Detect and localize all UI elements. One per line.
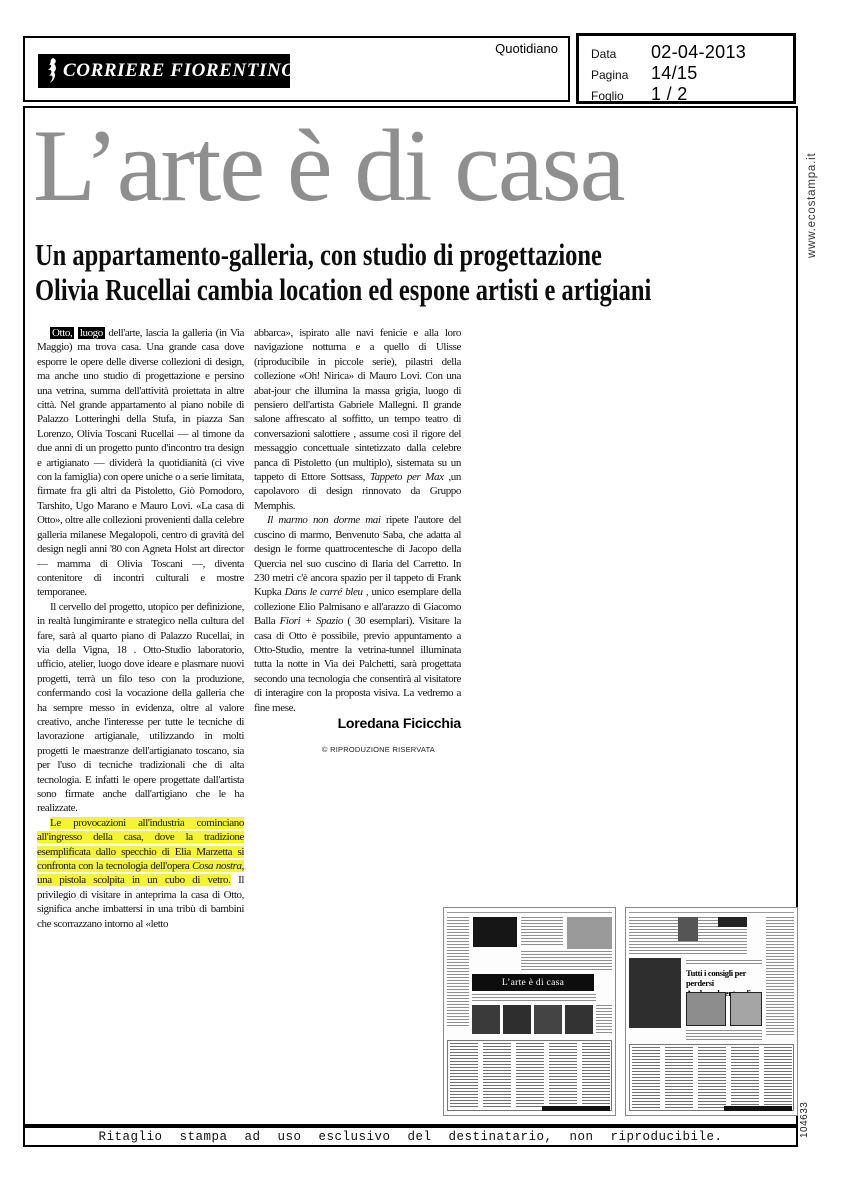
pagina-label: Pagina	[591, 68, 629, 82]
logo-figure-icon	[44, 57, 60, 85]
thumbnail-classifieds	[447, 1040, 612, 1111]
thumbnail-photo	[678, 917, 698, 941]
foglio-label: Foglio	[591, 89, 624, 103]
logo-title: CORRIERE FIORENTINO	[63, 60, 296, 81]
pagina-value: 14/15	[651, 63, 698, 83]
thumbnail-headline: L’arte è di casa	[472, 974, 594, 991]
page-thumbnails	[443, 907, 799, 1118]
article-subtitle-line-2: Olivia Rucellai cambia location ed espone artisti e artigiani	[35, 271, 652, 307]
thumbnail-text-placeholder	[450, 1043, 478, 1109]
thumbnail-text-placeholder	[764, 1047, 792, 1109]
paragraph: Otto, luogo dell'arte, lascia la galleria (in Via Maggio) ma trova casa. Una grande casa dove esporre le opere delle diverse collezioni di design, ma anche uno studio di progettazione e persino una vetrina, summa dell'attività proiettata in altre città. Nel grande appartamento al piano nobile di Palazzo Lotteringhi della Stufa, in piazza San Lorenzo, Olivia Toscani Rucellai — al timone da due anni di un progetto punto d'incontro tra design e artigianato — dividerà la quotidianità (ci vive con la famiglia) con opere uniche o a serie limitata, firmate fra gli altri da Pistoletto, Giò Pomodoro, Tarshito, Ugo Marano e Mauro Lovi. «La casa di Otto», oltre alle collezioni provenienti dalla celebre galleria milanese Megalopoli, centro di gravità del design negli anni '80 con Agneta Holst art director — mamma di Olivia Toscani —, diventa contenitore di incontri culturali e mostre temporanee.	[37, 327, 244, 599]
publication-type-label: Quotidiano	[495, 41, 558, 56]
info-row-pagina	[591, 63, 783, 84]
thumbnail-text-placeholder	[521, 917, 563, 947]
thumbnail-photo	[730, 992, 762, 1026]
thumbnail-text-placeholder	[549, 1043, 577, 1109]
thumbnail-footer-bar	[724, 1106, 792, 1111]
thumbnail-text-placeholder	[521, 951, 612, 971]
thumbnail-footer-bar	[542, 1106, 610, 1111]
thumbnail-photo	[473, 917, 517, 947]
thumbnail-classifieds	[629, 1044, 794, 1111]
footer-disclaimer: Ritaglio stampa ad uso esclusivo del destinatario, non riproducibile.	[23, 1126, 798, 1147]
article-headline: L’arte è di casa	[33, 109, 624, 223]
thumbnail-headline-line-1: Tutti i consigli per perdersi	[686, 968, 746, 988]
paragraph: Il cervello del progetto, utopico per definizione, in realtà lungimirante e strategico nella cultura del fare, sarà al quarto piano di Palazzo Rucellai, in via della Vigna, 18 . Otto-Studio laboratorio, ufficio, atelier, luogo dove ideare e plasmare nuovi progetti, terrà un filo teso con la produzione, confermando così la vocazione della galleria che ha sempre messo in evidenza, oltre al valore creativo, anche l'interesse per tutte le tecniche di lavorazione artigianale, utilizzando in molti progetti le maestranze dell'artigianato toscano, sia per l'uso di tecniche tradizionali che di alta tecnologia. E infatti le opere progettate dall'artista sono firmate anche dall'artigiano che le ha realizzate.	[37, 600, 244, 815]
thumbnail-photo	[472, 1005, 500, 1034]
thumbnail-text-placeholder	[632, 1047, 660, 1109]
paragraph: Il marmo non dorme mai ripete l'autore del cuscino di marmo, Benvenuto Saba, che adatta al design le forme quattrocentesche di Jacopo della Quercia nel suo cuscino di Ilaria del Carretto. In 230 metri c'è ancora spazio per il tappeto di Frank Kupka Dans le carré bleu , unico esemplare della collezione Elio Palmisano e all'arazzo di Giacomo Balla Fiori + Spazio ( 30 esemplari). Visitare la casa di Otto è possibile, previo appuntamento a Otto-Studio, mentre la vetrina-tunnel illuminata tutta la notte in Via dei Palchetti, sarà progettata secondo una tecnologia che consentirà al visitatore di interagire con la proposta visiva. La vedremo a fine mese.	[254, 514, 461, 714]
thumbnail-text-placeholder	[766, 917, 794, 1037]
thumbnail-text-placeholder	[665, 1047, 693, 1109]
paragraph: Le provocazioni all'industria cominciano all'ingresso della casa, dove la tradizione esemplificata dallo specchio di Elia Marzetta si confronta con la tecnologia dell'opera Cosa nostra, una pistola scolpita in un cubo di vetro. Il privilegio di visitare in anteprima la casa di Otto, significa anche imbattersi in una tribù di bambini che scorrazzano intorno al «letto	[37, 816, 244, 930]
thumbnail-photo	[534, 1005, 562, 1034]
thumbnail-page-left	[443, 907, 616, 1116]
thumbnail-text-placeholder	[596, 1005, 612, 1034]
thumbnail-photo	[629, 958, 681, 1028]
thumbnail-text-placeholder	[686, 960, 762, 964]
thumbnail-subtitle-placeholder	[472, 994, 596, 1001]
thumbnail-photo	[686, 992, 726, 1026]
newspaper-logo	[38, 54, 296, 88]
thumbnail-photo	[565, 1005, 593, 1034]
thumbnail-page-right	[625, 907, 798, 1116]
article-subtitle	[35, 238, 815, 307]
thumbnail-photo	[503, 1005, 531, 1034]
thumbnail-text-placeholder	[686, 1030, 762, 1040]
thumbnail-rule	[629, 912, 794, 913]
copyright-notice: © RIPRODUZIONE RISERVATA	[321, 745, 435, 755]
thumbnail-text-placeholder	[516, 1043, 544, 1109]
thumbnail-text-placeholder	[483, 1043, 511, 1109]
thumbnail-text-placeholder	[582, 1043, 610, 1109]
thumbnail-text-placeholder	[731, 1047, 759, 1109]
author-byline: Loredana Ficicchia	[337, 714, 461, 731]
article-subtitle-line-1: Un appartamento-galleria, con studio di progettazione	[35, 237, 602, 272]
clipping-info-box	[576, 33, 796, 104]
thumbnail-rule	[447, 912, 612, 913]
thumbnail-photo	[718, 917, 747, 927]
info-row-data	[591, 42, 783, 63]
paragraph: abbarca», ispirato alle navi fenicie e alla loro navigazione notturna e a quello di Ulisse (riproducibile in piccole serie), pilastri della collezione «Oh! Nirica» di Mauro Lovi. Con una abat-jour che illumina la massa grigia, luogo di pensiero dell'artista Gabriele Mallegni. Il grande salone affrescato al soffitto, un tempo teatro di conversazioni salottiere , assume così il rigore del messaggio concettuale sintetizzato dalla celebre panca di Pistoletto (un multiplo), sistemata su un tappeto di Ettore Sottsass, Tappeto per Max ,un capolavoro di design rinnovato da Gruppo Memphis.	[254, 327, 461, 512]
thumbnail-text-placeholder	[447, 917, 469, 1027]
thumbnail-text-placeholder	[698, 1047, 726, 1109]
clipping-number: 104633	[799, 1101, 810, 1138]
data-label: Data	[591, 47, 617, 61]
article-column-2	[254, 326, 461, 931]
info-row-foglio	[591, 84, 783, 105]
masthead-box	[23, 36, 570, 102]
article-columns	[37, 326, 461, 931]
foglio-value: 1 / 2	[651, 84, 688, 104]
article-column-1	[37, 326, 244, 931]
ecostampa-watermark: www.ecostampa.it	[806, 152, 818, 258]
thumbnail-photo	[567, 917, 612, 949]
data-value: 02-04-2013	[651, 42, 747, 62]
